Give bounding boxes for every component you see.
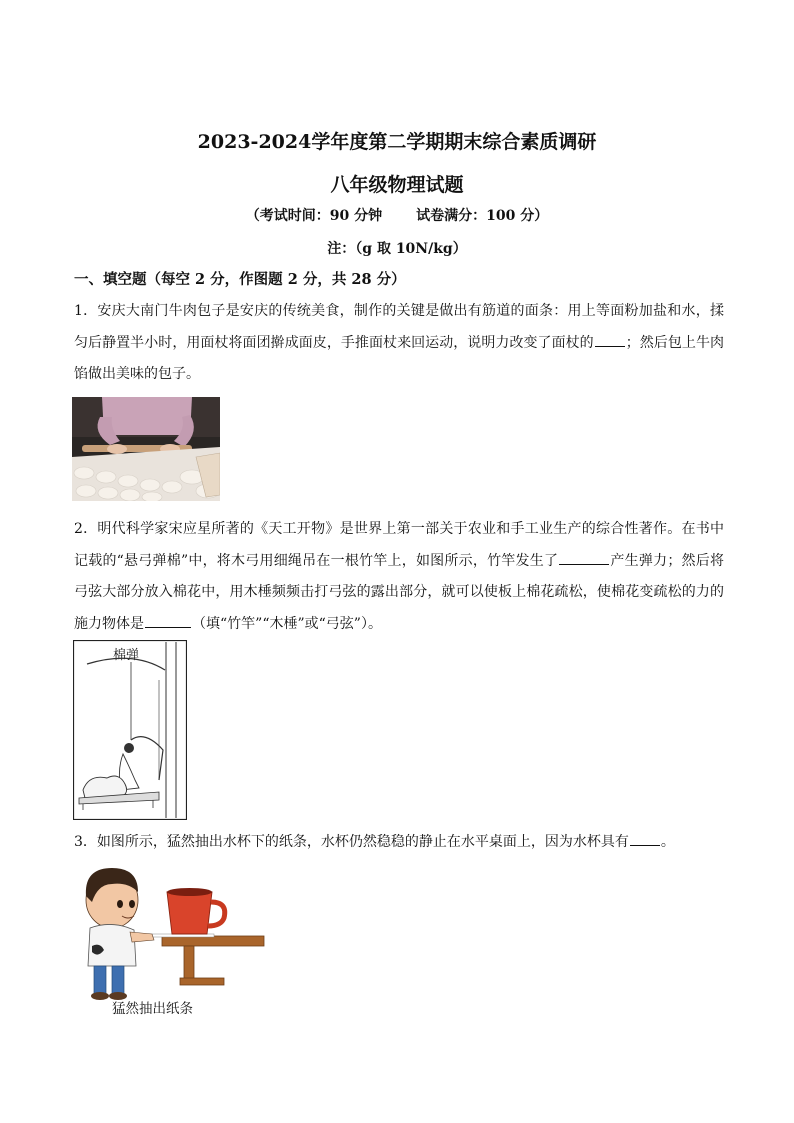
question-1-text-a: 1．安庆大南门牛肉包子是安庆的传统美食，制作的关键是做出有筋道的面条：用上等面粉加盐和水，揉匀后静置半小时，用面杖将面团擀成面皮，手推面杖来回运动，说明力改变了面杖的 [74,303,724,351]
answer-blank[interactable] [559,550,609,565]
figure-caption: 猛然抽出纸条 [112,1001,193,1017]
figure-label: 棉弹 [113,648,140,663]
question-2-text-b: 产生弹力；然后将弓弦大部分放入棉花中，用木棰频频击打弓弦的露出部分，就可以使板上棉花疏松，使棉花变疏松的力的施力物体是 [74,552,725,632]
exam-time: （考试时间：90 分钟 [245,208,383,224]
exam-note: 注：（g 取 10N/kg） [327,241,467,257]
dough-rolling-photo [72,397,220,501]
question-3-text-a: 3．如图所示，猛然抽出水杯下的纸条，水杯仍然稳稳的静止在水平桌面上，因为水杯具有 [74,834,629,850]
question-2-text-a: 2．明代科学家宋应星所著的《天工开物》是世界上第一部关于农业和手工业生产的综合性著作。在书中记载的“悬弓弹棉”中，将木弓用细绳吊在一根竹竿上，如图所示，竹竿发生了 [74,521,724,569]
question-2 [74,514,724,640]
exam-score: 试卷满分：100 分） [416,208,549,224]
question-3-text-b: 。 [660,834,675,850]
cotton-bow-illustration [73,640,187,820]
question-3 [74,827,724,859]
exam-info [0,205,794,225]
question-1 [74,296,724,391]
question-1-text-b: ；然后包上牛肉馅做出美味的包子。 [74,334,724,382]
section-heading: 一、填空题（每空 2 分，作图题 2 分，共 28 分） [74,271,406,288]
boy-pulling-paper-illustration [72,862,267,1017]
answer-blank[interactable] [630,831,660,846]
answer-blank[interactable] [145,613,191,628]
exam-subtitle: 八年级物理试题 [330,174,464,196]
exam-title: 2023-2024学年度第二学期期末综合素质调研 [197,131,597,153]
question-2-text-c: （填“竹竿”“木棰”或“弓弦”）。 [192,615,382,632]
answer-blank[interactable] [595,332,625,347]
